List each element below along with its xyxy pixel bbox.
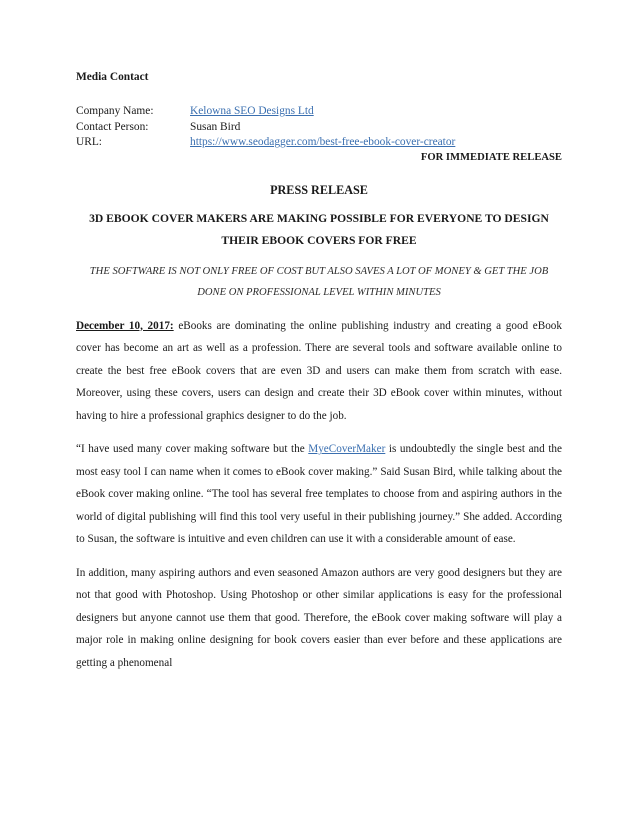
contact-label-url: URL: <box>76 136 102 148</box>
media-contact-heading: Media Contact <box>76 71 149 83</box>
contact-value-person: Susan Bird <box>190 120 241 133</box>
contact-value-company <box>190 104 314 120</box>
subheadline: THE SOFTWARE IS NOT ONLY FREE OF COST BUT ALSO SAVES A LOT OF MONEY & GET THE JOB DONE ON PROFESSIONAL LEVEL WITHIN MINUTES <box>89 265 549 298</box>
company-link[interactable]: Kelowna SEO Designs Ltd <box>190 105 314 117</box>
paragraph-1-text: eBooks are dominating the online publishing industry and creating a good eBook cover has become an art as well as a profession. There are several tools and software available online to create the best free eBook covers that are even 3D and users can make them from scratch with ease. Moreover, using these covers, users can design and create their 3D eBook cover within minutes, without having to hire a professional graphics designer to do the job. <box>76 319 562 422</box>
contact-label-company: Company Name: <box>76 105 154 117</box>
headline: 3D EBOOK COVER MAKERS ARE MAKING POSSIBLE FOR EVERYONE TO DESIGN THEIR EBOOK COVERS FOR FREE <box>89 211 549 247</box>
paragraph-2-text-after: is undoubtedly the single best and the most easy tool I can name when it comes to eBook cover making.” Said Susan Bird, while talking about the eBook cover making online. “The tool has several free templates to choose from and aspiring authors in the world of digital publishing will find this tool very useful in their publishing journey.” She added. According to Susan, the software is intuitive and even children can use it with a considerable amount of ease. <box>76 443 562 546</box>
contact-row-url <box>76 135 562 151</box>
paragraph-1 <box>76 315 562 428</box>
contact-label-person: Contact Person: <box>76 120 149 133</box>
contact-row-person <box>76 120 562 136</box>
contact-row-company <box>76 104 562 120</box>
dateline: December 10, 2017: <box>76 319 174 332</box>
paragraph-2-text-before: “I have used many cover making software but the <box>76 443 309 456</box>
contact-value-url <box>190 135 455 151</box>
immediate-release-note: FOR IMMEDIATE RELEASE <box>420 151 562 163</box>
paragraph-2 <box>76 438 562 551</box>
paragraph-3: In addition, many aspiring authors and even seasoned Amazon authors are very good designers but they are not that good with Photoshop. Using Photoshop or other similar applications is easy for the professional designers but anyone cannot use them that good. Therefore, the eBook cover making software will play a major role in making online designing for book covers easier than ever before and these applications are getting a phenomenal <box>76 566 562 669</box>
press-release-title: PRESS RELEASE <box>270 182 368 197</box>
press-release-page <box>76 70 562 686</box>
url-link[interactable]: https://www.seodagger.com/best-free-ebook-cover-creator <box>190 136 456 148</box>
myecovermaker-link[interactable]: MyeCoverMaker <box>308 443 386 456</box>
